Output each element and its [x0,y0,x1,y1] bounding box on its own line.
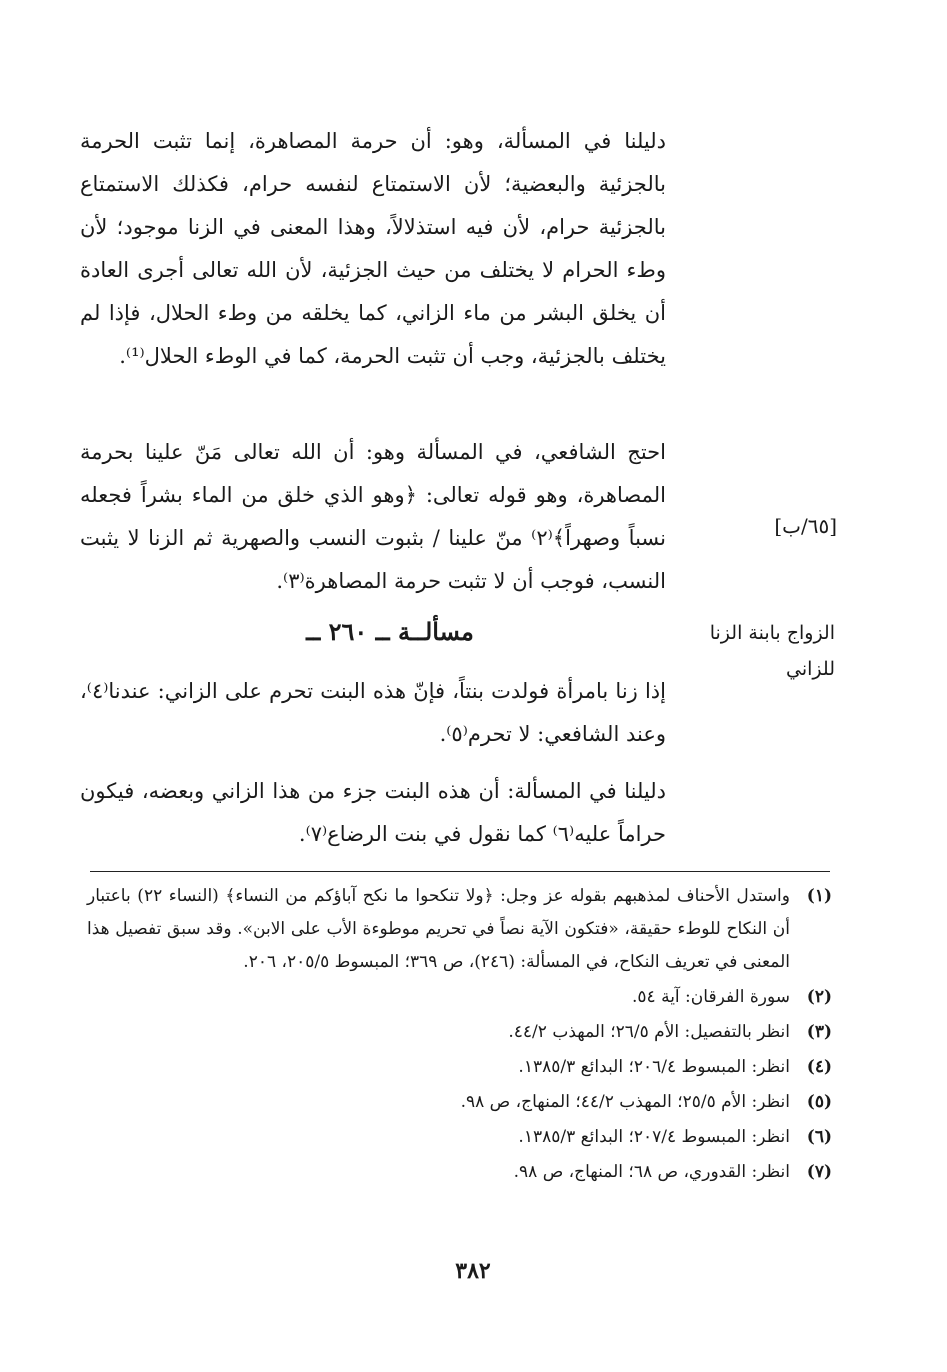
footnote-item [87,1156,832,1189]
footnote-item [87,981,832,1014]
issue-heading: مسألــة ــ ٢٦٠ ــ [306,617,474,646]
footnote-text: سورة الفرقان: آية ٥٤. [632,987,790,1007]
margin-heading: الزواج بابنة الزنا للزاني [709,622,835,680]
footnote-number: (٥) [806,1092,832,1112]
body-paragraph: دليلنا في المسألة: أن هذه البنت جزء من هذا الزاني وبعضه، فيكون حراماً عليه⁽٦⁾ كما نقول في بنت الرضاع⁽٧⁾. [80,779,666,846]
body-paragraph: إذا زنا بامرأة فولدت بنتاً، فإنّ هذه البنت تحرم على الزاني: عندنا⁽٤⁾، وعند الشافعي: لا تحرم⁽٥⁾. [80,679,666,746]
footnote-number: (٤) [806,1057,832,1077]
footnote-number: (٦) [806,1127,832,1147]
footnote-text: انظر: القدوري، ص ٦٨؛ المنهاج، ص ٩٨. [513,1162,790,1182]
footnote-text: انظر بالتفصيل: الأم ٢٦/٥؛ المهذب ٤٤/٢. [508,1022,790,1042]
footnotes [87,880,832,1191]
footnote-item [87,1051,832,1084]
footnote-divider [90,871,830,872]
footnote-item [87,1086,832,1119]
body-paragraph: احتج الشافعي، في المسألة وهو: أن الله تعالى مَنّ علينا بحرمة المصاهرة، وهو قوله تعالى: ﴿وهو الذي خلق من الماء بشراً فجعله نسباً وصهراً﴾⁽٢⁾ منّ علينا / بثبوت النسب والصهرية ثم الزنا لا يثبت النسب، فوجب أن لا تثبت حرمة المصاهرة⁽٣⁾. [80,440,666,593]
footnote-item [87,1016,832,1049]
footnote-text: انظر: المبسوط ٢٠٦/٤؛ البدائع ١٣٨٥/٣. [518,1057,790,1077]
footnote-number: (١) [806,886,832,906]
footnote-text: واستدل الأحناف لمذهبهم بقوله عز وجل: ﴿ولا تنكحوا ما نكح آباؤكم من النساء﴾ (النساء ٢٢) باعتبار أن النكاح للوطء حقيقة، «فتكون الآية نصاً في تحريم موطوءة الأب على الابن». وقد سبق تفصيل هذا المعنى في تعريف النكاح، في المسألة: (٢٤٦)، ص ٣٦٩؛ المبسوط ٢٠٥/٥، ٢٠٦. [87,886,790,972]
body-paragraph: دليلنا في المسألة، وهو: أن حرمة المصاهرة، إنما تثبت الحرمة بالجزئية والبعضية؛ لأن الاستمتاع لنفسه حرام، فكذلك الاستمتاع بالجزئية حرام، لأن فيه استذلالاً، وهذا المعنى في الزنا موجود؛ لأن وطء الحرام لا يختلف من حيث الجزئية، لأن الله تعالى أجرى العادة أن يخلق البشر من ماء الزاني، كما يخلقه من وطء الحلال، فإذا لم يختلف بالجزئية، وجب أن تثبت الحرمة، كما في الوطء الحلال⁽¹⁾. [80,129,666,368]
footnote-text: انظر: الأم ٢٥/٥؛ المهذب ٤٤/٢؛ المنهاج، ص ٩٨. [460,1092,790,1112]
footnote-number: (٧) [806,1162,832,1182]
footnote-number: (٢) [806,987,832,1007]
footnote-number: (٣) [806,1022,832,1042]
page-number: ٣٨٢ [455,1258,491,1284]
folio-marker: [٦٥/ب] [774,514,837,538]
footnote-text: انظر: المبسوط ٢٠٧/٤؛ البدائع ١٣٨٥/٣. [518,1127,790,1147]
footnote-item [87,1121,832,1154]
footnote-item [87,880,832,979]
